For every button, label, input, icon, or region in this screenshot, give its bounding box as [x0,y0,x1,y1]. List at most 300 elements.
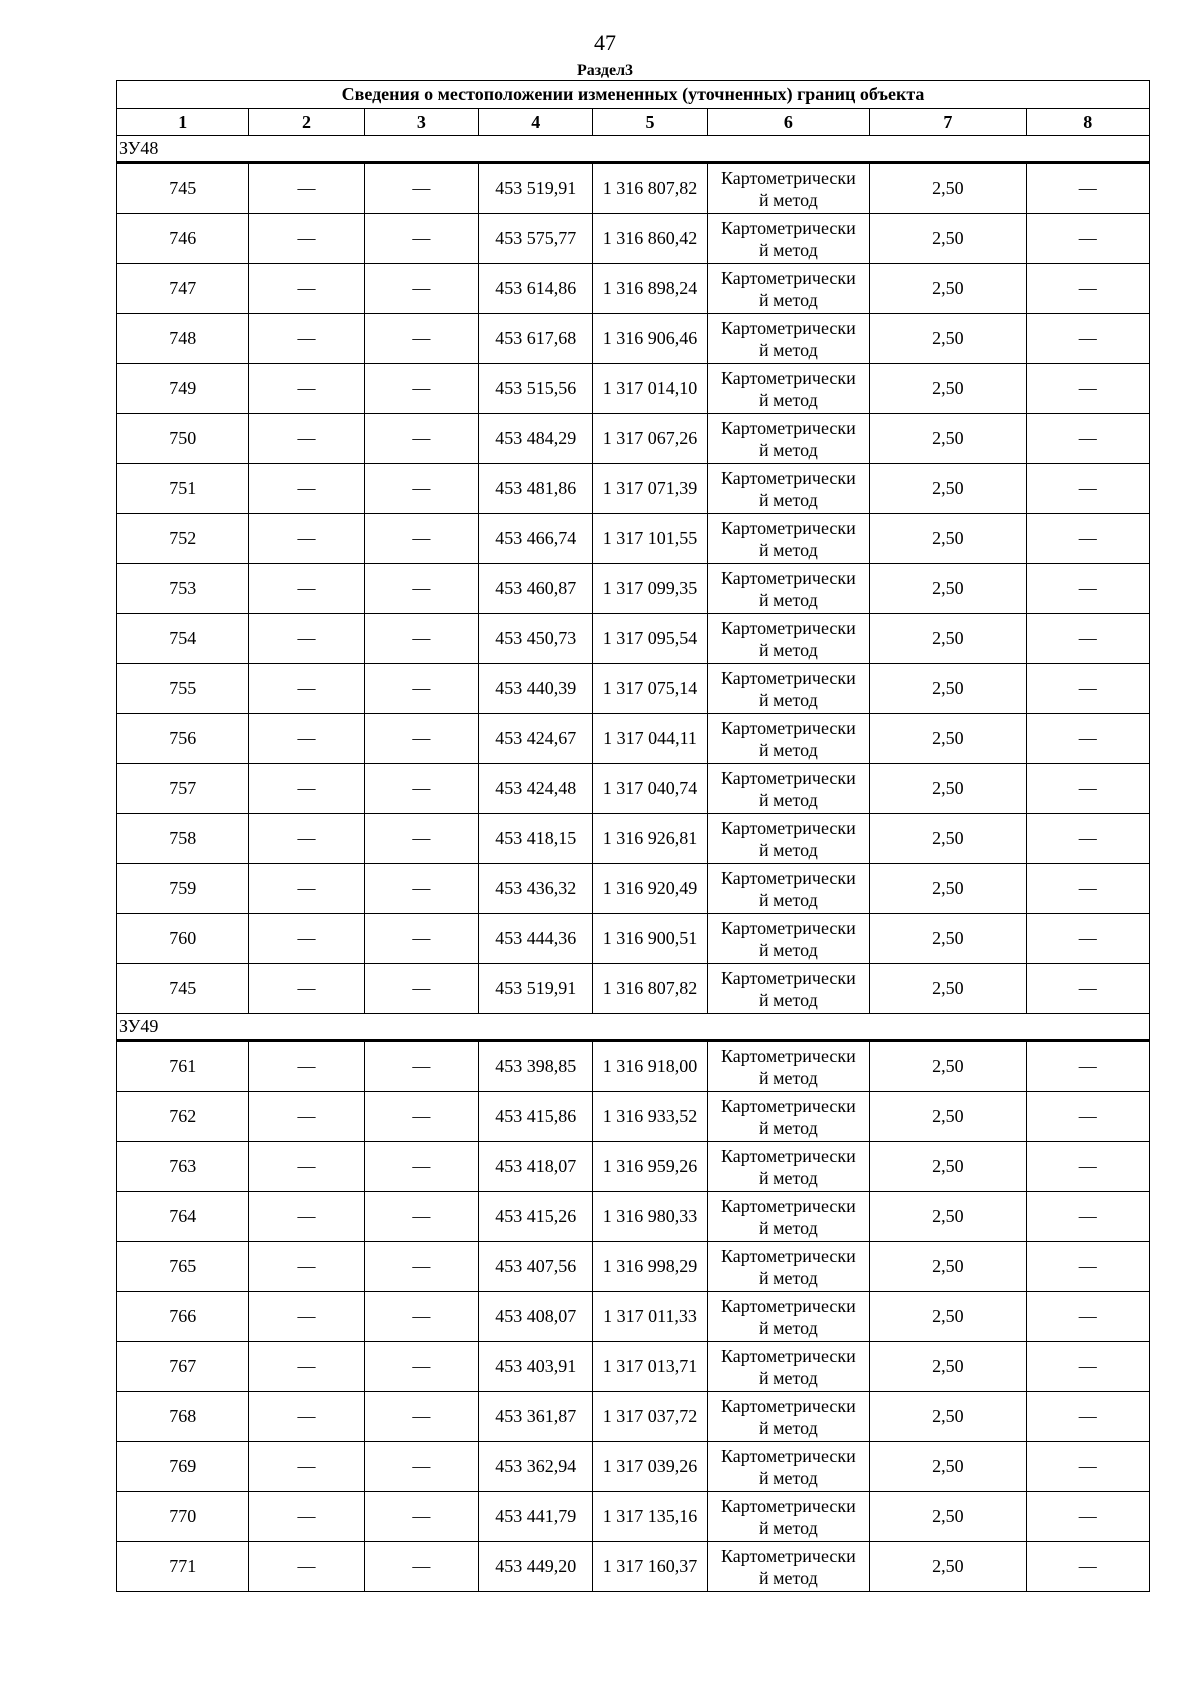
column-2-cell: — [249,914,364,964]
table-row [117,364,1150,414]
page-number: 47 [594,30,616,55]
table-row [117,514,1150,564]
precision-cell: 2,50 [870,864,1026,914]
method-line-2: й метод [759,1167,818,1188]
table-row [117,764,1150,814]
coordinate-x-cell: 453 398,85 [479,1041,593,1092]
coordinate-x-cell: 453 361,87 [479,1392,593,1442]
method-line-1: Картометрически [721,717,856,738]
method-line-1: Картометрически [721,1545,856,1566]
column-8-cell: — [1026,964,1149,1014]
column-3-cell: — [364,1041,478,1092]
column-3-cell: — [364,1392,478,1442]
coordinate-x-cell: 453 441,79 [479,1492,593,1542]
precision-cell: 2,50 [870,914,1026,964]
point-number-cell: 747 [117,264,249,314]
column-8-cell: — [1026,764,1149,814]
method-line-2: й метод [759,439,818,460]
column-3-cell: — [364,814,478,864]
column-8-cell: — [1026,1292,1149,1342]
column-8-cell: — [1026,564,1149,614]
column-2-cell: — [249,1242,364,1292]
method-line-2: й метод [759,1467,818,1488]
coordinate-y-cell: 1 316 860,42 [593,214,707,264]
coordinate-y-cell: 1 316 998,29 [593,1242,707,1292]
column-2-cell: — [249,163,364,214]
method-cell [707,414,869,464]
method-cell [707,614,869,664]
precision-cell: 2,50 [870,364,1026,414]
method-cell [707,1142,869,1192]
column-8-cell: — [1026,714,1149,764]
method-cell [707,1342,869,1392]
column-8-cell: — [1026,214,1149,264]
column-2-cell: — [249,664,364,714]
method-cell [707,314,869,364]
coordinate-x-cell: 453 450,73 [479,614,593,664]
point-number-cell: 770 [117,1492,249,1542]
method-line-2: й метод [759,1517,818,1538]
column-8-cell: — [1026,464,1149,514]
method-line-2: й метод [759,389,818,410]
column-2-cell: — [249,1442,364,1492]
coordinate-x-cell: 453 484,29 [479,414,593,464]
column-3-cell: — [364,214,478,264]
method-line-1: Картометрически [721,617,856,638]
precision-cell: 2,50 [870,1342,1026,1392]
coordinate-x-cell: 453 515,56 [479,364,593,414]
point-number-cell: 750 [117,414,249,464]
coordinate-y-cell: 1 317 011,33 [593,1292,707,1342]
column-number: 2 [249,109,364,136]
method-cell [707,1492,869,1542]
column-2-cell: — [249,1292,364,1342]
column-8-cell: — [1026,1092,1149,1142]
method-line-1: Картометрически [721,1495,856,1516]
point-number-cell: 758 [117,814,249,864]
coordinate-x-cell: 453 362,94 [479,1442,593,1492]
column-2-cell: — [249,514,364,564]
point-number-cell: 745 [117,964,249,1014]
coordinate-y-cell: 1 317 099,35 [593,564,707,614]
table-row [117,564,1150,614]
precision-cell: 2,50 [870,1292,1026,1342]
column-8-cell: — [1026,314,1149,364]
method-cell [707,814,869,864]
column-3-cell: — [364,364,478,414]
group-row [117,136,1150,163]
precision-cell: 2,50 [870,1542,1026,1592]
method-line-2: й метод [759,1217,818,1238]
column-3-cell: — [364,564,478,614]
column-3-cell: — [364,864,478,914]
method-cell [707,964,869,1014]
column-3-cell: — [364,163,478,214]
method-cell [707,864,869,914]
precision-cell: 2,50 [870,1392,1026,1442]
method-cell [707,764,869,814]
coordinate-x-cell: 453 403,91 [479,1342,593,1392]
precision-cell: 2,50 [870,964,1026,1014]
method-cell [707,1192,869,1242]
column-2-cell: — [249,564,364,614]
method-line-2: й метод [759,189,818,210]
table-row [117,814,1150,864]
group-label: ЗУ49 [117,1014,1150,1041]
method-line-1: Картометрически [721,517,856,538]
point-number-cell: 762 [117,1092,249,1142]
coordinate-x-cell: 453 466,74 [479,514,593,564]
method-line-2: й метод [759,1067,818,1088]
coordinate-y-cell: 1 316 918,00 [593,1041,707,1092]
coordinate-y-cell: 1 316 807,82 [593,163,707,214]
group-label: ЗУ48 [117,136,1150,163]
precision-cell: 2,50 [870,214,1026,264]
method-line-2: й метод [759,539,818,560]
method-cell [707,1242,869,1292]
column-3-cell: — [364,714,478,764]
point-number-cell: 763 [117,1142,249,1192]
table-body [117,136,1150,1592]
table-row [117,1092,1150,1142]
precision-cell: 2,50 [870,714,1026,764]
coordinate-x-cell: 453 440,39 [479,664,593,714]
column-2-cell: — [249,314,364,364]
method-line-2: й метод [759,1367,818,1388]
method-line-1: Картометрически [721,567,856,588]
table-row [117,464,1150,514]
table-row [117,1342,1150,1392]
method-cell [707,464,869,514]
table-row [117,664,1150,714]
point-number-cell: 760 [117,914,249,964]
method-line-2: й метод [759,339,818,360]
coordinate-y-cell: 1 317 014,10 [593,364,707,414]
method-line-1: Картометрически [721,217,856,238]
method-cell [707,1092,869,1142]
coordinate-x-cell: 453 460,87 [479,564,593,614]
point-number-cell: 759 [117,864,249,914]
table-row [117,314,1150,364]
coordinate-y-cell: 1 316 807,82 [593,964,707,1014]
column-2-cell: — [249,764,364,814]
column-8-cell: — [1026,1542,1149,1592]
method-cell [707,1542,869,1592]
method-line-2: й метод [759,1567,818,1588]
column-3-cell: — [364,1442,478,1492]
coordinate-y-cell: 1 317 160,37 [593,1542,707,1592]
method-cell [707,1442,869,1492]
column-3-cell: — [364,1242,478,1292]
table-row [117,163,1150,214]
precision-cell: 2,50 [870,414,1026,464]
method-line-1: Картометрически [721,1295,856,1316]
method-line-2: й метод [759,639,818,660]
method-cell [707,1392,869,1442]
point-number-cell: 757 [117,764,249,814]
method-line-1: Картометрически [721,767,856,788]
method-line-1: Картометрически [721,1245,856,1266]
method-line-1: Картометрически [721,267,856,288]
method-line-1: Картометрически [721,817,856,838]
column-2-cell: — [249,1492,364,1542]
table-row [117,1392,1150,1442]
coordinate-y-cell: 1 316 980,33 [593,1192,707,1242]
table-row [117,1192,1150,1242]
method-cell [707,664,869,714]
section-title: Раздел3 [576,62,634,79]
point-number-cell: 746 [117,214,249,264]
column-3-cell: — [364,764,478,814]
column-2-cell: — [249,1142,364,1192]
column-2-cell: — [249,214,364,264]
point-number-cell: 768 [117,1392,249,1442]
coordinate-y-cell: 1 316 920,49 [593,864,707,914]
column-8-cell: — [1026,1442,1149,1492]
column-3-cell: — [364,414,478,464]
precision-cell: 2,50 [870,764,1026,814]
method-line-2: й метод [759,1267,818,1288]
precision-cell: 2,50 [870,1492,1026,1542]
point-number-cell: 755 [117,664,249,714]
coordinate-x-cell: 453 407,56 [479,1242,593,1292]
method-cell [707,564,869,614]
column-2-cell: — [249,814,364,864]
method-line-1: Картометрически [721,967,856,988]
column-3-cell: — [364,1192,478,1242]
column-2-cell: — [249,864,364,914]
point-number-cell: 765 [117,1242,249,1292]
group-row [117,1014,1150,1041]
table-row [117,1492,1150,1542]
precision-cell: 2,50 [870,1142,1026,1192]
column-8-cell: — [1026,864,1149,914]
coordinate-x-cell: 453 418,07 [479,1142,593,1192]
point-number-cell: 752 [117,514,249,564]
coordinate-y-cell: 1 317 040,74 [593,764,707,814]
coordinate-x-cell: 453 444,36 [479,914,593,964]
column-2-cell: — [249,1192,364,1242]
method-cell [707,264,869,314]
method-line-2: й метод [759,689,818,710]
precision-cell: 2,50 [870,814,1026,864]
precision-cell: 2,50 [870,1242,1026,1292]
column-number: 7 [870,109,1026,136]
method-line-2: й метод [759,1317,818,1338]
coordinate-x-cell: 453 449,20 [479,1542,593,1592]
column-8-cell: — [1026,914,1149,964]
coordinate-x-cell: 453 575,77 [479,214,593,264]
column-number: 1 [117,109,249,136]
coordinate-y-cell: 1 317 071,39 [593,464,707,514]
coordinate-y-cell: 1 316 933,52 [593,1092,707,1142]
precision-cell: 2,50 [870,664,1026,714]
point-number-cell: 748 [117,314,249,364]
column-8-cell: — [1026,1492,1149,1542]
table-row [117,1041,1150,1092]
method-cell [707,1041,869,1092]
table-row [117,1292,1150,1342]
column-3-cell: — [364,1342,478,1392]
table-row [117,614,1150,664]
coordinate-y-cell: 1 317 101,55 [593,514,707,564]
point-number-cell: 756 [117,714,249,764]
method-line-1: Картометрически [721,1195,856,1216]
column-2-cell: — [249,964,364,1014]
column-2-cell: — [249,1092,364,1142]
column-number: 8 [1026,109,1149,136]
column-8-cell: — [1026,664,1149,714]
point-number-cell: 745 [117,163,249,214]
coordinate-y-cell: 1 316 926,81 [593,814,707,864]
coordinate-y-cell: 1 317 067,26 [593,414,707,464]
method-cell [707,914,869,964]
column-8-cell: — [1026,414,1149,464]
table-caption: Сведения о местоположении измененных (уточненных) границ объекта [117,81,1150,109]
boundary-coordinates-table [116,80,1150,1592]
precision-cell: 2,50 [870,163,1026,214]
coordinate-y-cell: 1 317 095,54 [593,614,707,664]
column-8-cell: — [1026,1192,1149,1242]
column-8-cell: — [1026,1392,1149,1442]
method-line-2: й метод [759,489,818,510]
column-number: 3 [364,109,478,136]
column-8-cell: — [1026,264,1149,314]
column-3-cell: — [364,1492,478,1542]
method-line-1: Картометрически [721,1445,856,1466]
column-2-cell: — [249,364,364,414]
method-cell [707,514,869,564]
method-cell [707,214,869,264]
column-2-cell: — [249,1542,364,1592]
coordinate-y-cell: 1 316 900,51 [593,914,707,964]
column-3-cell: — [364,914,478,964]
method-line-1: Картометрически [721,917,856,938]
coordinate-y-cell: 1 317 039,26 [593,1442,707,1492]
point-number-cell: 771 [117,1542,249,1592]
column-2-cell: — [249,414,364,464]
precision-cell: 2,50 [870,464,1026,514]
method-line-2: й метод [759,989,818,1010]
point-number-cell: 767 [117,1342,249,1392]
coordinate-x-cell: 453 424,48 [479,764,593,814]
coordinate-x-cell: 453 519,91 [479,163,593,214]
coordinate-x-cell: 453 424,67 [479,714,593,764]
coordinate-y-cell: 1 316 906,46 [593,314,707,364]
method-line-1: Картометрически [721,1095,856,1116]
method-line-2: й метод [759,839,818,860]
method-line-2: й метод [759,589,818,610]
column-8-cell: — [1026,514,1149,564]
column-3-cell: — [364,264,478,314]
column-2-cell: — [249,1041,364,1092]
precision-cell: 2,50 [870,514,1026,564]
method-cell [707,163,869,214]
method-line-2: й метод [759,289,818,310]
method-line-1: Картометрически [721,167,856,188]
table-row [117,914,1150,964]
point-number-cell: 764 [117,1192,249,1242]
method-line-2: й метод [759,239,818,260]
method-line-1: Картометрически [721,667,856,688]
coordinate-x-cell: 453 436,32 [479,864,593,914]
method-line-1: Картометрически [721,417,856,438]
coordinate-y-cell: 1 317 075,14 [593,664,707,714]
column-number: 4 [479,109,593,136]
method-line-2: й метод [759,1417,818,1438]
point-number-cell: 769 [117,1442,249,1492]
column-2-cell: — [249,464,364,514]
coordinate-x-cell: 453 614,86 [479,264,593,314]
column-3-cell: — [364,1542,478,1592]
column-8-cell: — [1026,1041,1149,1092]
precision-cell: 2,50 [870,614,1026,664]
method-cell [707,714,869,764]
column-2-cell: — [249,1342,364,1392]
column-2-cell: — [249,714,364,764]
method-line-1: Картометрически [721,1395,856,1416]
column-3-cell: — [364,1142,478,1192]
method-line-1: Картометрически [721,367,856,388]
column-8-cell: — [1026,814,1149,864]
column-3-cell: — [364,514,478,564]
method-line-2: й метод [759,789,818,810]
point-number-cell: 753 [117,564,249,614]
table-row [117,1142,1150,1192]
method-line-1: Картометрически [721,317,856,338]
column-3-cell: — [364,614,478,664]
table-row [117,414,1150,464]
coordinate-x-cell: 453 519,91 [479,964,593,1014]
precision-cell: 2,50 [870,1092,1026,1142]
column-8-cell: — [1026,614,1149,664]
point-number-cell: 754 [117,614,249,664]
table-row [117,864,1150,914]
column-3-cell: — [364,1292,478,1342]
precision-cell: 2,50 [870,564,1026,614]
method-line-1: Картометрически [721,1145,856,1166]
coordinate-x-cell: 453 617,68 [479,314,593,364]
coordinate-y-cell: 1 317 044,11 [593,714,707,764]
method-cell [707,364,869,414]
column-2-cell: — [249,1392,364,1442]
coordinate-y-cell: 1 317 037,72 [593,1392,707,1442]
column-3-cell: — [364,664,478,714]
column-3-cell: — [364,314,478,364]
table-row [117,964,1150,1014]
column-3-cell: — [364,964,478,1014]
coordinate-x-cell: 453 408,07 [479,1292,593,1342]
method-line-1: Картометрически [721,1345,856,1366]
table-row [117,1442,1150,1492]
column-8-cell: — [1026,163,1149,214]
coordinate-y-cell: 1 316 959,26 [593,1142,707,1192]
point-number-cell: 751 [117,464,249,514]
coordinate-y-cell: 1 317 135,16 [593,1492,707,1542]
method-line-1: Картометрически [721,1045,856,1066]
column-8-cell: — [1026,1242,1149,1292]
point-number-cell: 761 [117,1041,249,1092]
precision-cell: 2,50 [870,1041,1026,1092]
coordinate-y-cell: 1 316 898,24 [593,264,707,314]
method-line-2: й метод [759,889,818,910]
method-cell [707,1292,869,1342]
precision-cell: 2,50 [870,1442,1026,1492]
coordinate-x-cell: 453 415,26 [479,1192,593,1242]
coordinate-x-cell: 453 415,86 [479,1092,593,1142]
method-line-2: й метод [759,1117,818,1138]
column-number: 5 [593,109,707,136]
